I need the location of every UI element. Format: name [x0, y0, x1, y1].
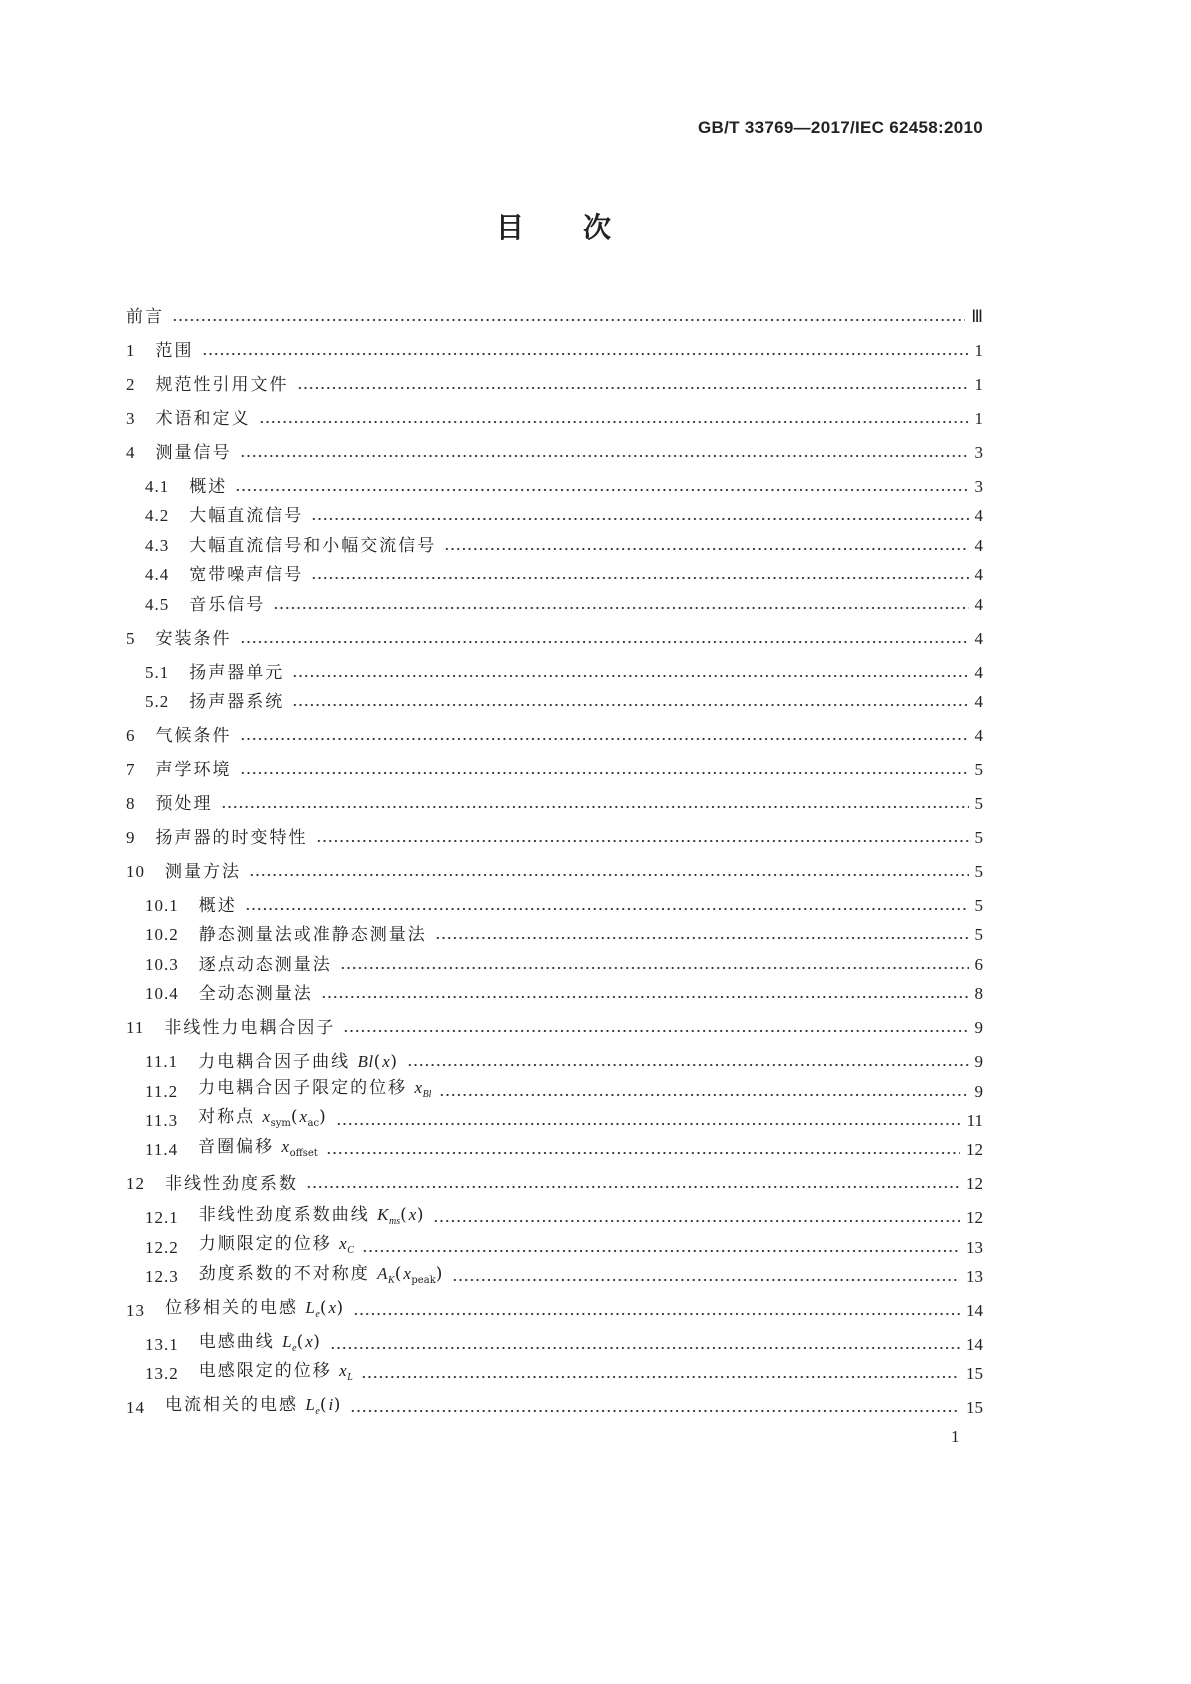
toc-title-text: (: [400, 1204, 409, 1225]
toc-title-text: 范围: [155, 341, 194, 361]
toc-title-text: L: [305, 1394, 316, 1414]
toc-title-text: x: [262, 1107, 271, 1127]
toc-entry: [126, 1206, 983, 1230]
toc-title-text: 非线性劲度系数: [165, 1174, 298, 1195]
toc-title-subscript: Bl: [422, 1089, 432, 1101]
toc-entry-title: [156, 373, 289, 397]
toc-title-text: 逐点动态测量法: [198, 954, 332, 975]
toc-dot-leader: [249, 860, 969, 884]
toc-entry: [126, 1138, 983, 1162]
toc-entry-title: [199, 1359, 353, 1390]
toc-entry-title: [156, 826, 308, 850]
toc-entry-number: 3: [126, 409, 136, 428]
toc-entry-title: [199, 1203, 426, 1234]
toc-title-subscript: ms: [389, 1215, 401, 1227]
toc-title-subscript: offset: [289, 1147, 318, 1159]
toc-dot-leader: [221, 792, 969, 816]
toc-title-text: (: [373, 1052, 383, 1073]
toc-title-text: 全动态测量法: [198, 984, 313, 1005]
toc-title-text: 规范性引用文件: [155, 375, 289, 395]
toc-title-text: x: [281, 1136, 290, 1156]
toc-dot-leader: [245, 894, 969, 918]
toc-entry-page: 12: [966, 1208, 983, 1228]
toc-entry-number: 4.3: [145, 535, 170, 555]
toc-title-text: L: [282, 1331, 293, 1351]
toc-entry-number: 10.2: [145, 925, 179, 945]
toc-entry: [126, 373, 983, 397]
toc-entry-page: 4: [974, 506, 983, 526]
toc-title-text: x: [382, 1052, 391, 1072]
toc-title-text: 宽带噪声信号: [189, 565, 304, 586]
toc-entry-page: 4: [974, 691, 983, 711]
toc-title-subscript: C: [347, 1245, 354, 1257]
toc-title-text: 位移相关的电感: [165, 1297, 306, 1318]
toc-title-text: 测量信号: [155, 443, 232, 463]
toc-dot-leader: [330, 1333, 960, 1357]
toc-entry-number: 4.1: [145, 477, 170, 496]
toc-title-text: 力顺限定的位移: [198, 1234, 340, 1255]
toc-entry-title: [126, 305, 164, 329]
toc-dot-leader: [292, 690, 968, 714]
toc-title-text: x: [299, 1107, 308, 1127]
toc-title-text: 非线性力电耦合因子: [164, 1018, 336, 1039]
toc-entry: [126, 1080, 983, 1104]
toc-entry-page: 12: [966, 1140, 983, 1160]
toc-dot-leader: [240, 758, 969, 782]
toc-title-subscript: K: [388, 1274, 395, 1286]
toc-entry-title: [164, 1016, 335, 1040]
toc-title-subscript: peak: [411, 1274, 436, 1286]
standard-number: GB/T 33769—2017/IEC 62458:2010: [698, 118, 983, 137]
toc-title-text: x: [408, 1204, 417, 1224]
toc-entry: [126, 860, 983, 884]
toc-entry-title: [165, 860, 241, 884]
page-title: 目次: [496, 211, 671, 244]
toc-dot-leader: [311, 563, 968, 587]
toc-entry-page: 12: [966, 1174, 983, 1194]
toc-dot-leader: [292, 661, 968, 685]
toc-entry-title: [199, 982, 313, 1006]
toc-entry-number: 11.1: [145, 1052, 179, 1072]
toc-title-text: 对称点: [198, 1107, 263, 1128]
toc-title-text: 概述: [189, 477, 228, 497]
toc-title-text: 非线性劲度系数曲线: [198, 1204, 378, 1225]
toc-entry-title: [189, 593, 265, 617]
toc-title-text: 力电耦合因子限定的位移: [198, 1078, 415, 1099]
toc-entry-number: 13.1: [145, 1335, 179, 1355]
toc-title-text: ): [336, 1297, 346, 1318]
toc-title-text: Bl: [357, 1052, 374, 1072]
toc-entry-title: [199, 894, 237, 918]
toc-entry-number: 10.4: [145, 984, 179, 1004]
toc-entry: [126, 1333, 983, 1357]
toc-dot-leader: [202, 339, 969, 363]
toc-entry-title: [189, 690, 284, 714]
toc-entry-page: 3: [974, 443, 983, 462]
toc-title-text: 音圈偏移: [198, 1136, 282, 1157]
toc-entry: [126, 1016, 983, 1040]
toc-title-text: 音乐信号: [189, 594, 266, 615]
toc-title-subscript: e: [292, 1342, 297, 1354]
toc-dot-leader: [336, 1109, 961, 1133]
toc-dot-leader: [435, 923, 969, 947]
toc-entry-page: 13: [966, 1237, 983, 1257]
toc-entry-title: [156, 758, 232, 782]
toc-dot-leader: [172, 305, 965, 329]
toc-entry: [126, 953, 983, 977]
toc-dot-leader: [259, 407, 969, 431]
toc-title-subscript: e: [315, 1308, 320, 1320]
toc-entry-title: [198, 1050, 399, 1074]
toc-entry-page: 5: [974, 793, 983, 813]
toc-title-text: 概述: [198, 895, 237, 916]
toc-entry-number: 12.1: [145, 1208, 179, 1228]
toc-entry-page: 15: [966, 1364, 983, 1384]
toc-title-text: ): [313, 1331, 322, 1352]
toc-entry-number: 8: [126, 793, 136, 813]
toc-dot-leader: [311, 504, 968, 528]
toc-entry-page: 9: [974, 1081, 983, 1101]
toc-entry: [126, 1396, 983, 1420]
toc-entry-page: 9: [974, 1052, 983, 1072]
toc-entry-page: 11: [966, 1110, 983, 1130]
toc-entry-number: 5: [126, 628, 136, 648]
toc-entry: [126, 1050, 983, 1074]
toc-entry-title: [156, 339, 194, 363]
toc-entry-page: 5: [974, 925, 983, 945]
toc-entry-title: [198, 1135, 318, 1166]
toc-entry-number: 10: [126, 861, 145, 881]
toc-title-text: 静态测量法或准静态测量法: [198, 925, 427, 946]
toc-entry-number: 13: [126, 1301, 145, 1321]
toc-entry-page: 14: [966, 1301, 983, 1321]
toc-dot-leader: [326, 1138, 960, 1162]
toc-entry-number: 14: [126, 1398, 145, 1418]
toc-entry: [126, 441, 983, 465]
toc-entry-page: 4: [974, 535, 983, 555]
toc-entry-title: [189, 534, 436, 558]
toc-dot-leader: [361, 1362, 960, 1386]
toc-entry: [126, 339, 983, 363]
toc-dot-leader: [240, 627, 969, 651]
toc-entry-number: 11.2: [145, 1081, 179, 1101]
toc-entry-title: [165, 1172, 298, 1196]
toc-title-subscript: sym: [270, 1118, 291, 1130]
toc-title-text: 气候条件: [155, 725, 232, 746]
toc-entry-title: [189, 475, 227, 499]
toc-dot-leader: [350, 1396, 960, 1420]
toc-entry: [126, 475, 983, 499]
toc-title-text: x: [414, 1078, 423, 1098]
toc-dot-leader: [407, 1050, 969, 1074]
toc-title-text: 术语和定义: [155, 409, 251, 429]
toc-entry-number: 13.2: [145, 1364, 179, 1384]
toc-entry-number: 5.1: [145, 662, 170, 682]
toc-title-text: 电感限定的位移: [198, 1360, 340, 1381]
toc-entry-page: 8: [974, 984, 983, 1004]
toc-entry-page: 1: [974, 341, 983, 360]
toc-entry: [126, 1172, 983, 1196]
toc-title-text: (: [296, 1331, 306, 1352]
toc-entry-page: 4: [974, 662, 983, 682]
toc-entry-number: 4: [126, 443, 136, 462]
toc-entry: [126, 563, 983, 587]
toc-entry-number: 9: [126, 827, 136, 847]
toc-entry-page: Ⅲ: [971, 307, 983, 326]
toc-entry: [126, 690, 983, 714]
toc-entry-title: [199, 923, 427, 947]
toc-entry-page: 4: [974, 725, 983, 745]
toc-entry-number: 12.3: [145, 1267, 179, 1287]
toc-entry-page: 4: [974, 565, 983, 585]
toc-title-subscript: ac: [307, 1118, 320, 1130]
toc-title-text: 声学环境: [155, 759, 232, 780]
toc-title-text: 电流相关的电感: [165, 1394, 306, 1415]
toc-title-subscript: e: [315, 1405, 320, 1417]
toc-entry: [126, 534, 983, 558]
toc-entry-title: [199, 1232, 354, 1263]
toc-title-text: x: [328, 1297, 337, 1317]
toc-entry-page: 13: [966, 1267, 983, 1287]
toc-entry-title: [198, 1105, 328, 1136]
toc-entry: [126, 982, 983, 1006]
toc-entry-number: 5.2: [145, 691, 170, 711]
toc-title-text: 力电耦合因子曲线: [198, 1052, 358, 1073]
toc-entry: [126, 661, 983, 685]
toc-dot-leader: [340, 953, 969, 977]
toc-title-text: ): [333, 1394, 343, 1415]
toc-dot-leader: [452, 1265, 960, 1289]
toc-entry-title: [156, 792, 213, 816]
toc-entry-page: 14: [966, 1335, 983, 1355]
toc-entry: [126, 1109, 983, 1133]
toc-entry-number: 1: [126, 341, 136, 360]
toc-entry-title: [189, 563, 303, 587]
toc-entry-title: [198, 1076, 431, 1107]
footer-page-number: 1: [951, 1427, 960, 1446]
toc-entry-page: 4: [974, 628, 983, 648]
toc-dot-leader: [444, 534, 968, 558]
toc-dot-leader: [297, 373, 969, 397]
toc-entry-number: 2: [126, 375, 136, 394]
toc-title-text: x: [403, 1263, 412, 1283]
toc-entry: [126, 627, 983, 651]
toc-entry-page: 3: [974, 477, 983, 496]
toc-entry-number: 11.3: [145, 1110, 179, 1130]
toc-title-text: 大幅直流信号和小幅交流信号: [189, 535, 437, 556]
toc-title-text: 电感曲线: [198, 1331, 283, 1352]
toc-title-text: ): [319, 1107, 328, 1128]
toc-entry-number: 4.4: [145, 565, 170, 585]
toc-title-text: 扬声器系统: [189, 691, 285, 712]
toc-dot-leader: [343, 1016, 968, 1040]
toc-dot-leader: [273, 593, 968, 617]
toc-title-text: 扬声器的时变特性: [155, 827, 308, 848]
toc-title-text: 预处理: [155, 793, 213, 814]
toc-dot-leader: [321, 982, 969, 1006]
toc-entry: [126, 504, 983, 528]
toc-entry-number: 6: [126, 725, 136, 745]
toc-dot-leader: [240, 724, 969, 748]
toc-entry: [126, 724, 983, 748]
toc-entry-page: 5: [974, 861, 983, 881]
toc-title-text: (: [290, 1107, 300, 1128]
toc-title-text: x: [305, 1331, 314, 1351]
toc-title-text: (: [319, 1297, 329, 1318]
toc-entry-title: [156, 627, 232, 651]
toc-entry-page: 4: [974, 594, 983, 614]
toc-entry-number: 12: [126, 1174, 145, 1194]
toc-title-text: K: [377, 1204, 389, 1224]
toc-title-text: (: [319, 1394, 329, 1415]
toc-entry-page: 6: [974, 954, 983, 974]
toc-entry-page: 5: [974, 759, 983, 779]
toc-entry-title: [199, 953, 332, 977]
toc-dot-leader: [240, 441, 969, 465]
toc-entry: [126, 1236, 983, 1260]
toc-title-text: 大幅直流信号: [189, 506, 304, 527]
toc-entry-page: 5: [974, 895, 983, 915]
toc-entry: [126, 1265, 983, 1289]
toc-dot-leader: [353, 1299, 960, 1323]
toc-title-text: ): [416, 1204, 426, 1225]
toc-entry: [126, 923, 983, 947]
toc-entry-page: 1: [974, 375, 983, 394]
toc-title-text: ): [390, 1052, 399, 1073]
toc-entry-number: 10.3: [145, 954, 179, 974]
toc-entry: [126, 593, 983, 617]
toc-title-text: i: [328, 1394, 334, 1414]
table-of-contents: [126, 295, 983, 1420]
toc-entry: [126, 305, 983, 329]
toc-title-text: A: [377, 1263, 389, 1283]
toc-dot-leader: [439, 1080, 968, 1104]
toc-title-text: 安装条件: [155, 628, 232, 649]
toc-entry: [126, 1299, 983, 1323]
toc-entry-page: 9: [974, 1018, 983, 1038]
toc-entry-title: [189, 504, 303, 528]
toc-entry-number: 11.4: [145, 1140, 179, 1160]
toc-entry-title: [156, 441, 232, 465]
toc-entry-title: [165, 1393, 342, 1424]
toc-entry-number: 4.5: [145, 594, 170, 614]
toc-entry-page: 1: [974, 409, 983, 428]
toc-title-text: 扬声器单元: [189, 662, 285, 683]
toc-entry-title: [189, 661, 284, 685]
toc-title-text: L: [305, 1297, 316, 1317]
toc-title-text: x: [339, 1234, 348, 1254]
toc-entry-title: [156, 724, 232, 748]
toc-entry-number: 4.2: [145, 506, 170, 526]
toc-entry-title: [165, 1296, 345, 1327]
toc-entry-title: [199, 1330, 322, 1361]
toc-title-text: 前言: [126, 307, 164, 327]
toc-entry: [126, 407, 983, 431]
toc-title-text: 测量方法: [165, 861, 241, 882]
toc-dot-leader: [235, 475, 968, 499]
toc-entry-title: [199, 1262, 445, 1293]
toc-dot-leader: [306, 1172, 960, 1196]
toc-title-text: (: [394, 1263, 404, 1284]
toc-dot-leader: [316, 826, 969, 850]
toc-entry-page: 15: [966, 1398, 983, 1418]
toc-dot-leader: [433, 1206, 960, 1230]
toc-entry-number: 7: [126, 759, 136, 779]
toc-entry-number: 11: [126, 1018, 145, 1038]
toc-title-text: ): [435, 1263, 445, 1284]
toc-entry: [126, 758, 983, 782]
toc-title-text: 劲度系数的不对称度: [198, 1263, 378, 1284]
toc-title-subscript: L: [347, 1371, 353, 1383]
toc-entry: [126, 1362, 983, 1386]
toc-entry: [126, 826, 983, 850]
toc-entry: [126, 792, 983, 816]
toc-title-text: x: [339, 1360, 348, 1380]
toc-entry-page: 5: [974, 827, 983, 847]
toc-dot-leader: [362, 1236, 960, 1260]
toc-entry-title: [156, 407, 251, 431]
toc-entry-number: 10.1: [145, 895, 179, 915]
toc-entry: [126, 894, 983, 918]
toc-entry-number: 12.2: [145, 1237, 179, 1257]
